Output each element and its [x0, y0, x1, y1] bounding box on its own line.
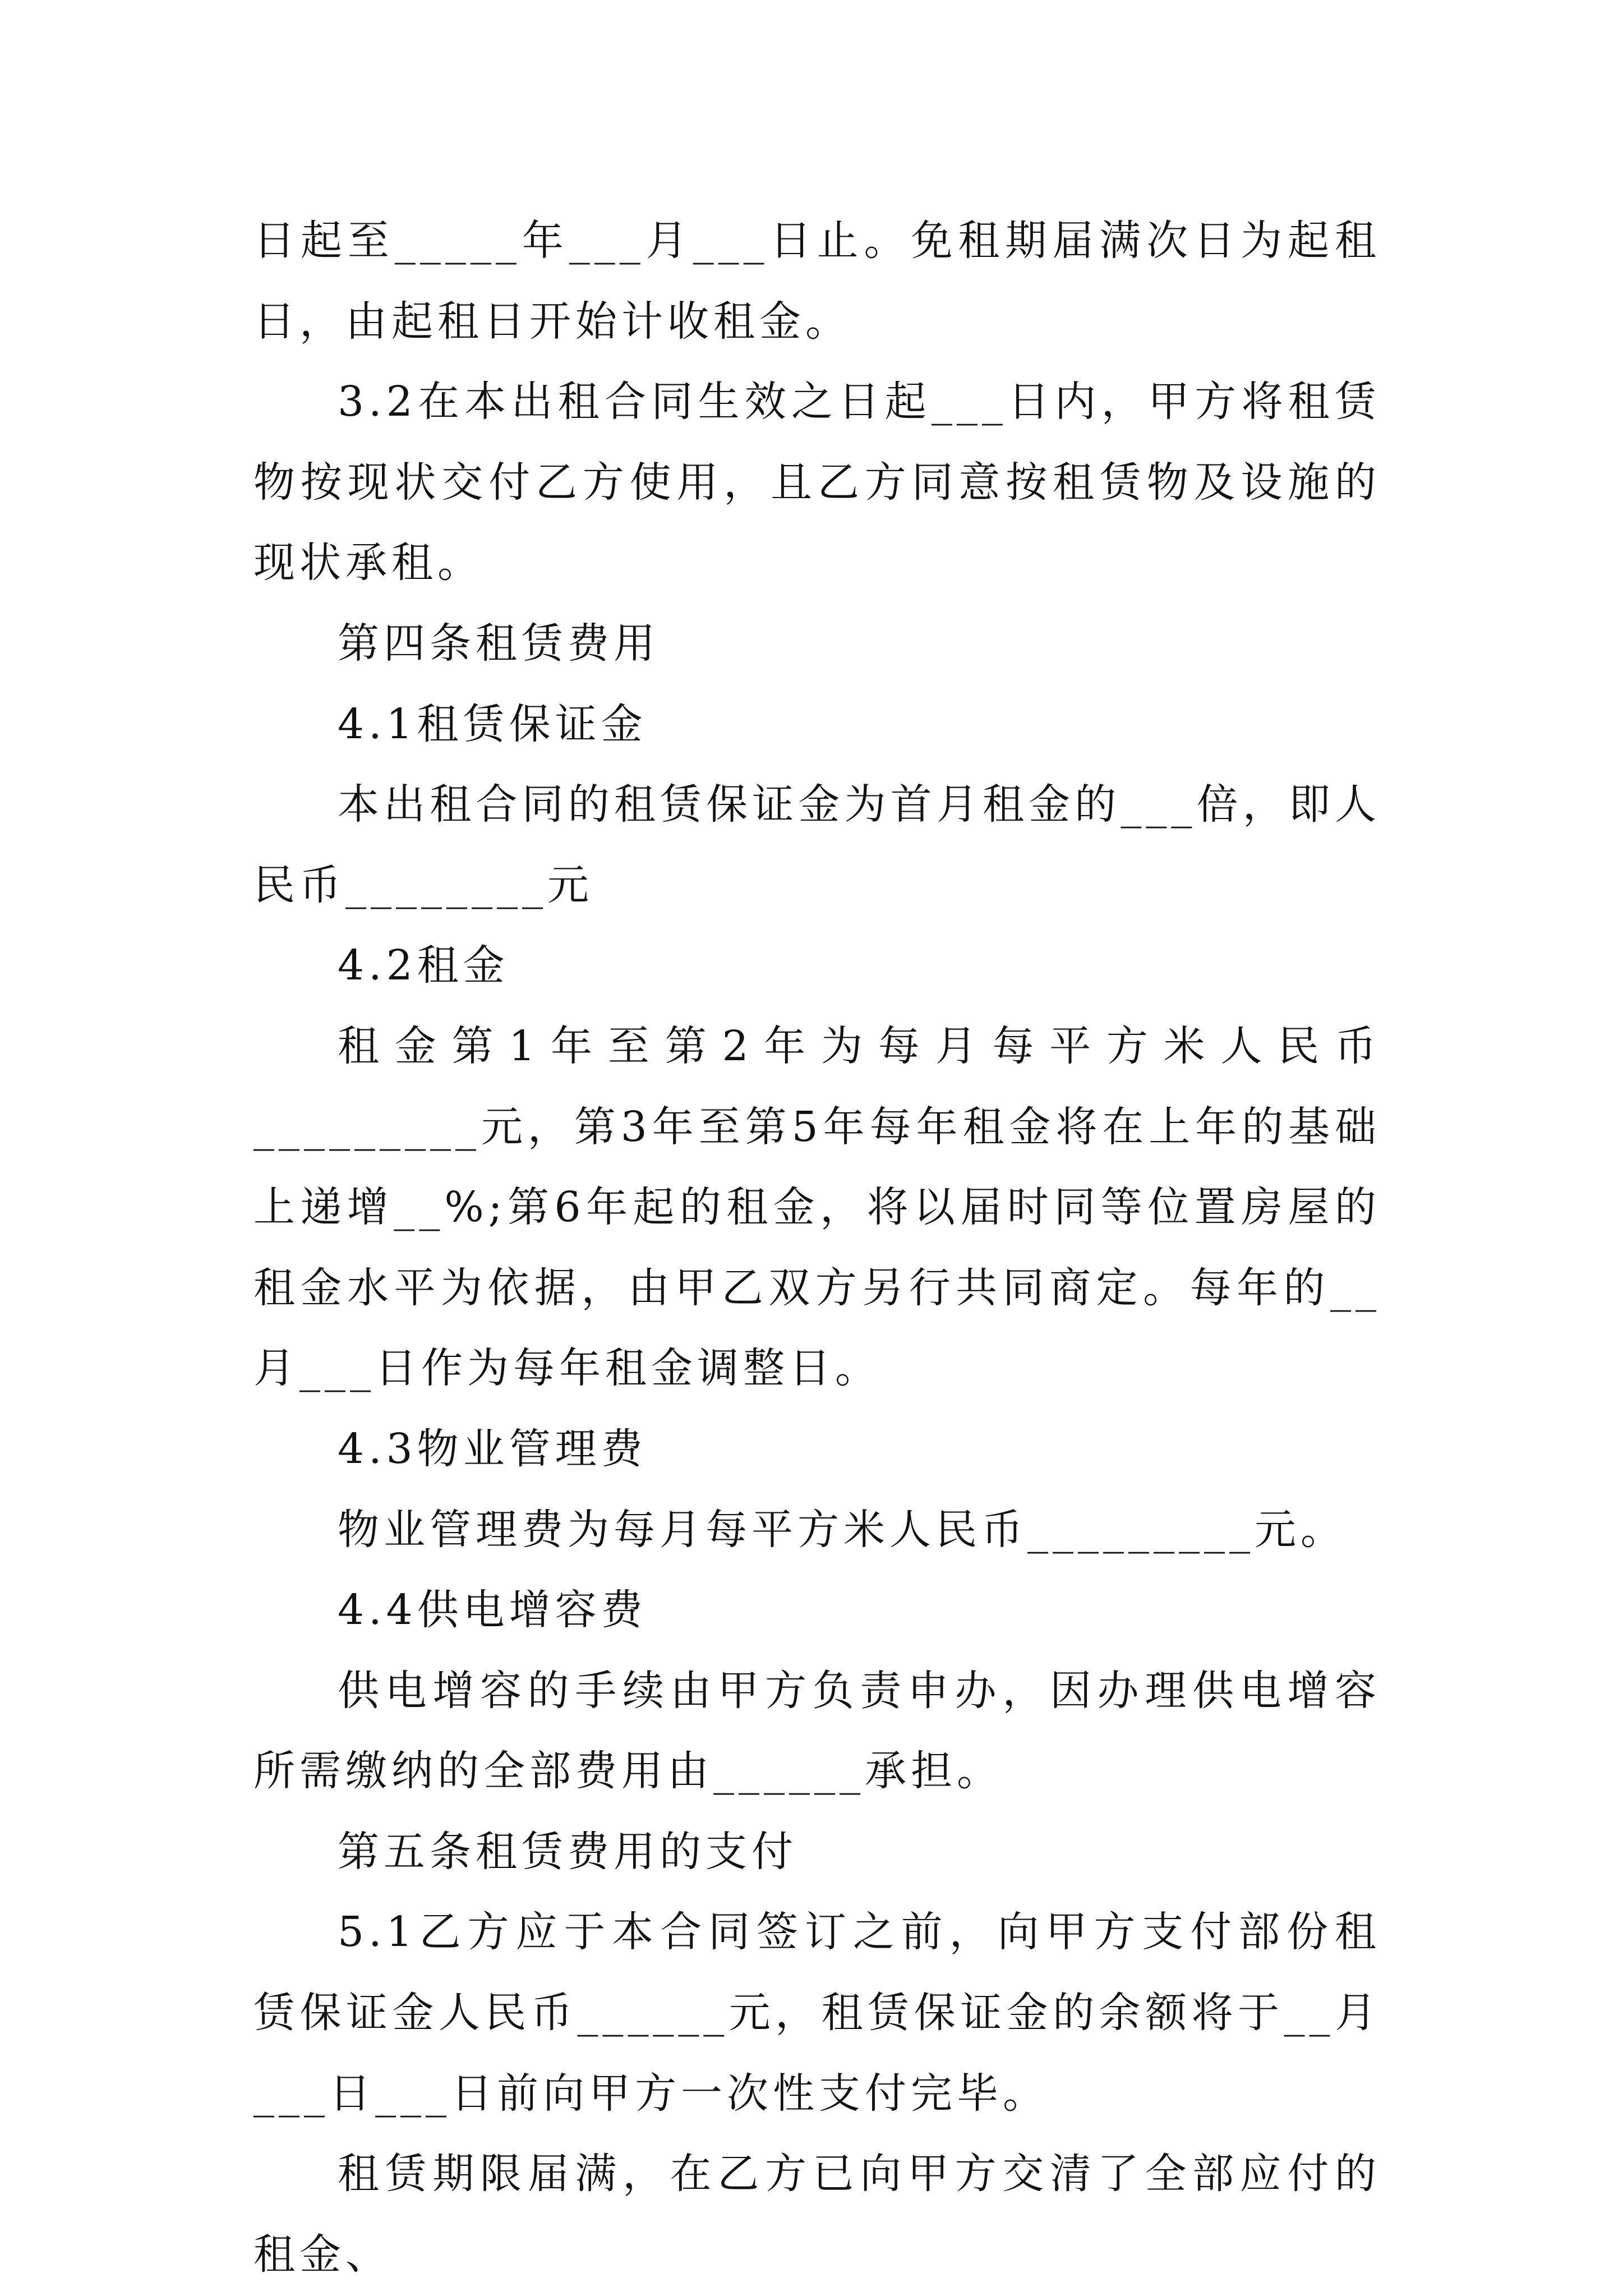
- paragraph-rent: 租金第1年至第2年为每月每平方米人民币_________元，第3年至第5年每年租金将在上年的基础上递增__%;第6年起的租金，将以届时同等位置房屋的租金水平为依据，由甲乙双方另行共同商定。每年的__月___日作为每年租金调整日。: [253, 1022, 1381, 1393]
- heading-4-3-property-fee: 4.3物业管理费: [338, 1424, 647, 1473]
- heading-article-5: 第五条租赁费用的支付: [338, 1827, 797, 1876]
- paragraph-5-1-payment: 5.1乙方应于本合同签订之前，向甲方支付部份租赁保证金人民币______元，租赁保证金的余额将于__月___日___日前向甲方一次性支付完毕。: [253, 1908, 1381, 2118]
- heading-article-4: 第四条租赁费用: [338, 619, 660, 668]
- heading-4-4-power-fee: 4.4供电增容费: [338, 1586, 647, 1635]
- heading-4-2-rent: 4.2租金: [338, 941, 509, 990]
- paragraph-property-fee: 物业管理费为每月每平方米人民币_________元。: [338, 1505, 1347, 1554]
- document-body: [253, 201, 1381, 2295]
- paragraph-lease-expiry: 租赁期限届满，在乙方已向甲方交清了全部应付的租金、: [253, 2150, 1381, 2279]
- paragraph-power-fee: 供电增容的手续由甲方负责申办，因办理供电增容所需缴纳的全部费用由______承担。: [253, 1666, 1381, 1796]
- paragraph-deposit: 本出租合同的租赁保证金为首月租金的___倍，即人民币________元: [253, 780, 1381, 909]
- paragraph-3-2-delivery: 3.2在本出租合同生效之日起___日内，甲方将租赁物按现状交付乙方使用，且乙方同意按租赁物及设施的现状承租。: [253, 378, 1381, 587]
- paragraph-lease-term: 日起至_____年___月___日止。免租期届满次日为起租日，由起租日开始计收租金。: [253, 217, 1381, 346]
- heading-4-1-deposit: 4.1租赁保证金: [338, 700, 647, 748]
